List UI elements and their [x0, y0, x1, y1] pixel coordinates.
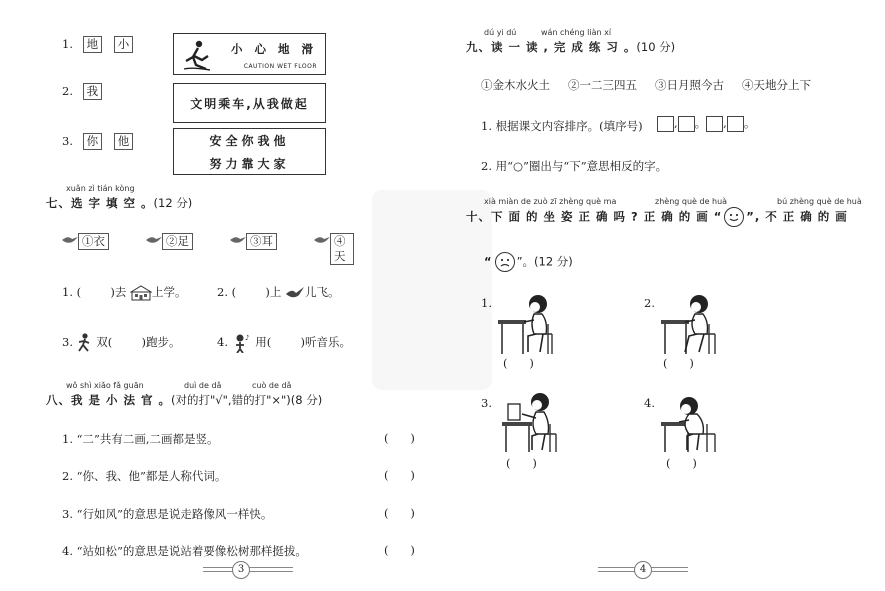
item-number: 3.: [62, 335, 73, 349]
q9-title: 九、读 一 读 , 完 成 练 习 。: [466, 40, 637, 54]
answer-paren: ( ): [384, 468, 415, 482]
char-box: 小: [114, 36, 134, 53]
pinyin: bú zhèng què de huà: [777, 197, 862, 206]
sad-face-icon: [495, 252, 515, 272]
sitting-posture-figure-3: [500, 392, 560, 454]
q9-option: ③日月照今古: [655, 78, 724, 92]
q10-title: 十、下 面 的 坐 姿 正 确 吗 ? 正 确 的 画 “: [466, 209, 723, 224]
char-box: 你: [83, 133, 103, 150]
item-number: 1.: [62, 432, 73, 446]
smiley-face-icon: [724, 207, 744, 227]
answer-paren: ( ): [384, 506, 415, 520]
item-text: 上: [269, 285, 282, 299]
item-text: 用(: [255, 335, 272, 349]
q9-item-1: 1. 根据课文内容排序。(填序号): [481, 119, 643, 133]
music-listener-icon: [232, 333, 252, 353]
q8-instruction: (对的打"√",错的打"×")(8 分): [171, 393, 323, 407]
q10-heading-cont: [484, 252, 573, 272]
item-text: “行如风”的意思是说走路像风一样快。: [76, 507, 273, 521]
item-number: 1.: [481, 296, 492, 310]
item-number: 3.: [62, 134, 73, 148]
q9-answer-boxes: , 。 , 。: [657, 115, 755, 132]
bird-icon: [146, 235, 162, 245]
sitting-posture-figure-2: [659, 294, 719, 356]
item-number: 3.: [62, 507, 73, 521]
q9-option: ①金木水火土: [481, 78, 550, 92]
q8-item-1: [62, 431, 219, 447]
answer-paren: ( ): [231, 285, 270, 299]
page-number: 4: [634, 561, 652, 579]
answer-box[interactable]: [678, 116, 695, 132]
item-text: 上学。: [152, 285, 187, 299]
pinyin: xià miàn de zuò zī zhèng què ma: [484, 197, 617, 206]
q9-heading: [466, 39, 675, 55]
sign-text: 小 心 地 滑: [230, 41, 317, 56]
char-box: 我: [83, 83, 103, 100]
q7-item-3: [62, 333, 181, 353]
answer-box[interactable]: [706, 116, 723, 132]
q10-title: ”, 不 正 确 的 画: [746, 209, 848, 224]
pinyin: wǒ shì xiǎo fǎ guān: [66, 381, 144, 390]
q7-options: [62, 233, 362, 263]
option-box: ②足: [162, 233, 193, 250]
char-box: 地: [83, 36, 103, 53]
answer-box[interactable]: [727, 116, 744, 132]
option-box: ①衣: [78, 233, 109, 250]
pinyin: zhèng què de huà: [655, 197, 728, 206]
item-text: “你、我、他”都是人称代词。: [76, 469, 227, 483]
answer-paren: ( ): [663, 356, 694, 370]
pinyin: cuò de dǎ: [252, 381, 292, 390]
answer-paren: ( ): [384, 543, 415, 557]
item-text: )跑步。: [141, 335, 181, 349]
sign-safety: [173, 128, 326, 175]
q9-points: (10 分): [636, 40, 676, 54]
q9-item-2: 2. 用“○”圈出与“下”意思相反的字。: [481, 159, 668, 173]
item-number: 1.: [62, 37, 73, 51]
item-text: “站如松”的意思是说站着要像松树那样挺拔。: [76, 544, 307, 558]
q7-item-1: [62, 284, 187, 301]
pinyin: xuǎn zì tián kòng: [66, 184, 135, 193]
school-building-icon: [130, 285, 152, 301]
q7-title: 七、选 字 填 空 。: [46, 196, 154, 210]
sign-text: 努力靠大家: [209, 156, 290, 171]
item-number: 3.: [481, 396, 492, 410]
item-number: 4.: [217, 335, 228, 349]
sign-row-2: [62, 83, 110, 100]
answer-box[interactable]: [657, 116, 674, 132]
answer-paren: ( ): [503, 356, 534, 370]
item-number: 4.: [62, 544, 73, 558]
sign-text: 安全你我他: [209, 133, 290, 148]
answer-paren: ( ): [384, 431, 415, 445]
page-number: 3: [232, 561, 250, 579]
q7-item-4: [217, 333, 351, 353]
item-number: 1.: [62, 285, 73, 299]
answer-paren: [271, 335, 300, 349]
answer-paren: ( ): [76, 285, 115, 299]
q8-heading: [46, 392, 322, 408]
sign-subtext: CAUTION WET FLOOR: [243, 62, 317, 70]
q7-points: (12 分): [153, 196, 193, 210]
slipping-person-icon: [182, 39, 212, 71]
bird-icon: [230, 235, 246, 245]
sitting-posture-figure-4: [659, 392, 719, 454]
sign-row-1: [62, 36, 141, 53]
item-number: 2.: [62, 469, 73, 483]
char-box: 他: [114, 133, 134, 150]
pinyin: wán chéng liàn xí: [541, 28, 612, 37]
bird-flying-icon: [285, 285, 305, 301]
bird-icon: [62, 235, 78, 245]
item-number: 2.: [62, 84, 73, 98]
item-text: 双(: [96, 335, 113, 349]
item-number: 2.: [644, 296, 655, 310]
sign-caution: [173, 33, 326, 75]
item-number: 4.: [644, 396, 655, 410]
q8-item-4: [62, 543, 307, 559]
bird-icon: [314, 235, 330, 245]
q7-heading: [46, 195, 192, 211]
pinyin: duì de dǎ: [184, 381, 222, 390]
answer-paren: ( ): [666, 456, 697, 470]
q8-title: 八、我 是 小 法 官 。: [46, 393, 172, 407]
q10-points: ”。(12 分): [516, 254, 573, 269]
running-child-icon: [77, 333, 93, 353]
option-box: ③耳: [246, 233, 277, 250]
sitting-posture-figure-1: [496, 294, 556, 356]
q9-option: ④天地分上下: [742, 78, 811, 92]
q10-title: “: [484, 254, 493, 269]
item-text: “二”共有二画,二画都是竖。: [76, 432, 219, 446]
sign-row-3: [62, 133, 141, 150]
svg-text:♪: ♪: [244, 334, 250, 342]
q10-heading: [466, 207, 848, 227]
item-text: 儿飞。: [305, 285, 340, 299]
option-box: ④天: [330, 233, 354, 265]
answer-paren: ( ): [506, 456, 537, 470]
q9-option: ②一二三四五: [568, 78, 637, 92]
item-number: 2.: [217, 285, 228, 299]
answer-paren: [112, 335, 141, 349]
item-text: 去: [114, 285, 127, 299]
q8-item-3: [62, 506, 272, 522]
q7-item-2: [217, 284, 340, 301]
q8-item-2: [62, 468, 226, 484]
pinyin: dú yi dú: [484, 28, 517, 37]
item-text: )听音乐。: [300, 335, 352, 349]
sign-civilized-ride: 文明乘车,从我做起: [173, 83, 326, 123]
